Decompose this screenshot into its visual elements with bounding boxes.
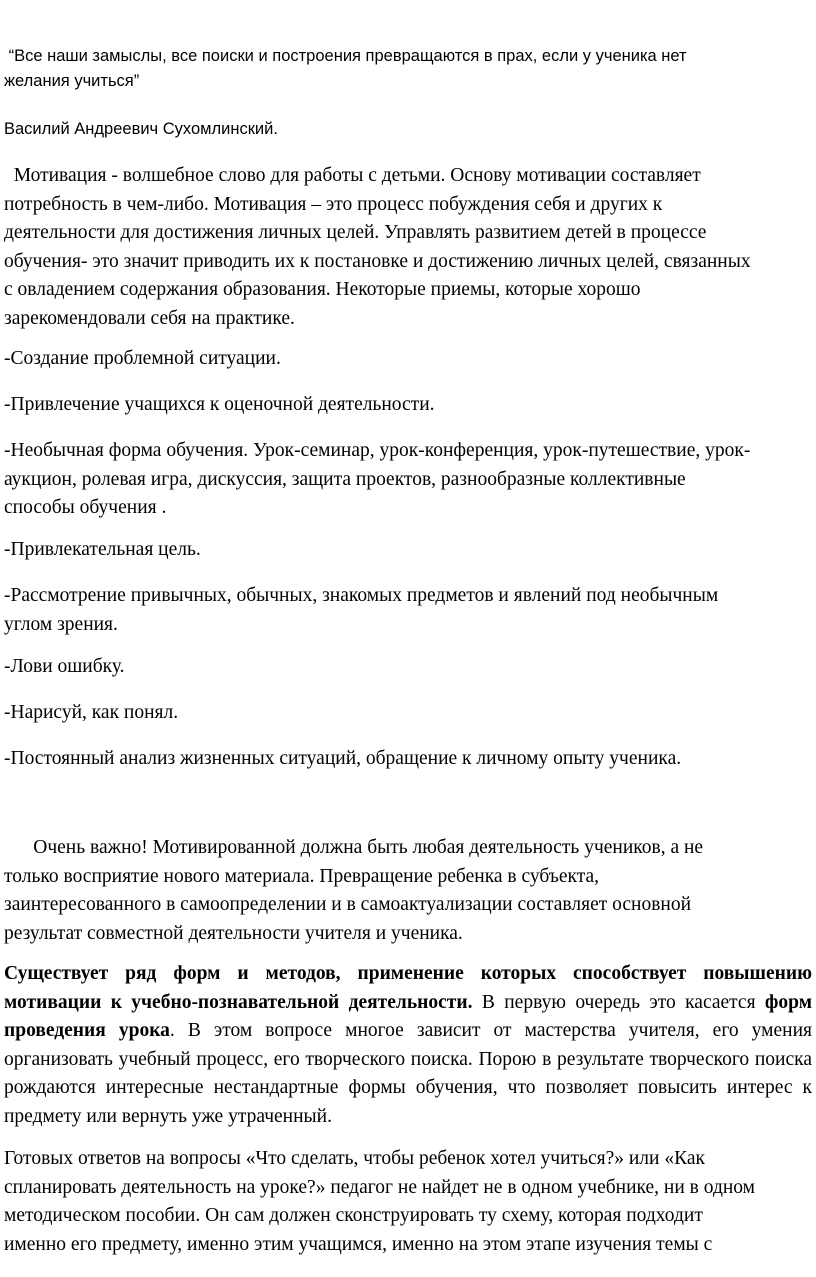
forms-bold-term: форм проведения урока [4,991,812,1041]
intro-line: обучения- это значит приводить их к постановке и достижению личных целей, связанных [4,250,751,272]
intro-paragraph [4,162,812,333]
ready-answers-line: Готовых ответов на вопросы «Что сделать, чтобы ребенок хотел учиться?» или «Как [4,1148,705,1169]
epigraph-quote-line: желания учиться” [4,72,140,90]
intro-line: Мотивация - волшебное слово для работы с детьми. Основу мотивации составляет [4,165,701,186]
technique-item [4,391,812,420]
technique-line: -Привлекательная цель. [4,539,201,560]
technique-line: аукцион, ролевая игра, дискуссия, защита проектов, разнообразные коллективные [4,468,686,490]
epigraph-author-text: Василий Андреевич Сухомлинский. [4,120,278,138]
forms-paragraph [4,960,812,1131]
important-line: результат совместной деятельности учителя и ученика. [4,922,463,944]
technique-item [4,345,812,374]
technique-line: -Лови ошибку. [4,656,125,677]
epigraph-author [4,117,812,142]
forms-bold-lead: Существует ряд форм и методов, применение которых способствует повышению мотивации к учебно-познавательной деятельности. [4,963,812,1013]
ready-answers-line: методическом пособии. Он сам должен сконструировать ту схему, которая подходит [4,1205,703,1226]
technique-item [4,745,812,774]
technique-line: -Рассмотрение привычных, обычных, знакомых предметов и явлений под необычным [4,585,719,606]
technique-line: -Необычная форма обучения. Урок-семинар, урок-конференция, урок-путешествие, урок- [4,440,751,461]
technique-line: -Создание проблемной ситуации. [4,348,281,369]
technique-line: углом зрения. [4,613,118,635]
technique-line: -Привлечение учащихся к оценочной деятельности. [4,394,435,415]
technique-item [4,653,812,682]
intro-line: с овладением содержания образования. Некоторые приемы, которые хорошо [4,279,641,300]
epigraph-quote [4,44,812,94]
ready-answers-line: спланировать деятельность на уроке?» педагог не найдет не в одном учебнике, ни в одном [4,1176,756,1198]
intro-line: деятельности для достижения личных целей. Управлять развитием детей в процессе [4,222,707,243]
important-line: заинтересованного в самоопределении и в самоактуализации составляет основной [4,894,692,915]
forms-text: . В этом вопросе многое зависит от мастерства учителя, его умения организовать учебный процесс, его творческого поиска. Порою в результате творческого поиска рождаются интересные нестандартные формы обучения, что позволяет повысить интерес к предмету или вернуть уже утраченный. [4,1020,812,1127]
technique-item [4,536,812,565]
ready-answers-paragraph [4,1145,812,1259]
technique-item [4,437,812,523]
forms-text: В первую очередь это касается [472,991,765,1013]
technique-line: -Нарисуй, как понял. [4,702,179,723]
important-line: только восприятие нового материала. Превращение ребенка в субъекта, [4,865,600,887]
important-paragraph [4,834,812,948]
ready-answers-line: именно его предмету, именно этим учащимся, именно на этом этапе изучения темы с [4,1233,713,1255]
intro-line: зарекомендовали себя на практике. [4,307,295,329]
important-line: Очень важно! Мотивированной должна быть любая деятельность учеников, а не [4,837,704,858]
technique-line: способы обучения . [4,497,167,518]
intro-line: потребность в чем-либо. Мотивация – это процесс побуждения себя и других к [4,193,663,215]
technique-item [4,699,812,728]
epigraph-quote-line: “Все наши замыслы, все поиски и построения превращаются в прах, если у ученика нет [4,47,687,65]
technique-item [4,582,812,639]
technique-line: -Постоянный анализ жизненных ситуаций, обращение к личному опыту ученика. [4,748,682,769]
